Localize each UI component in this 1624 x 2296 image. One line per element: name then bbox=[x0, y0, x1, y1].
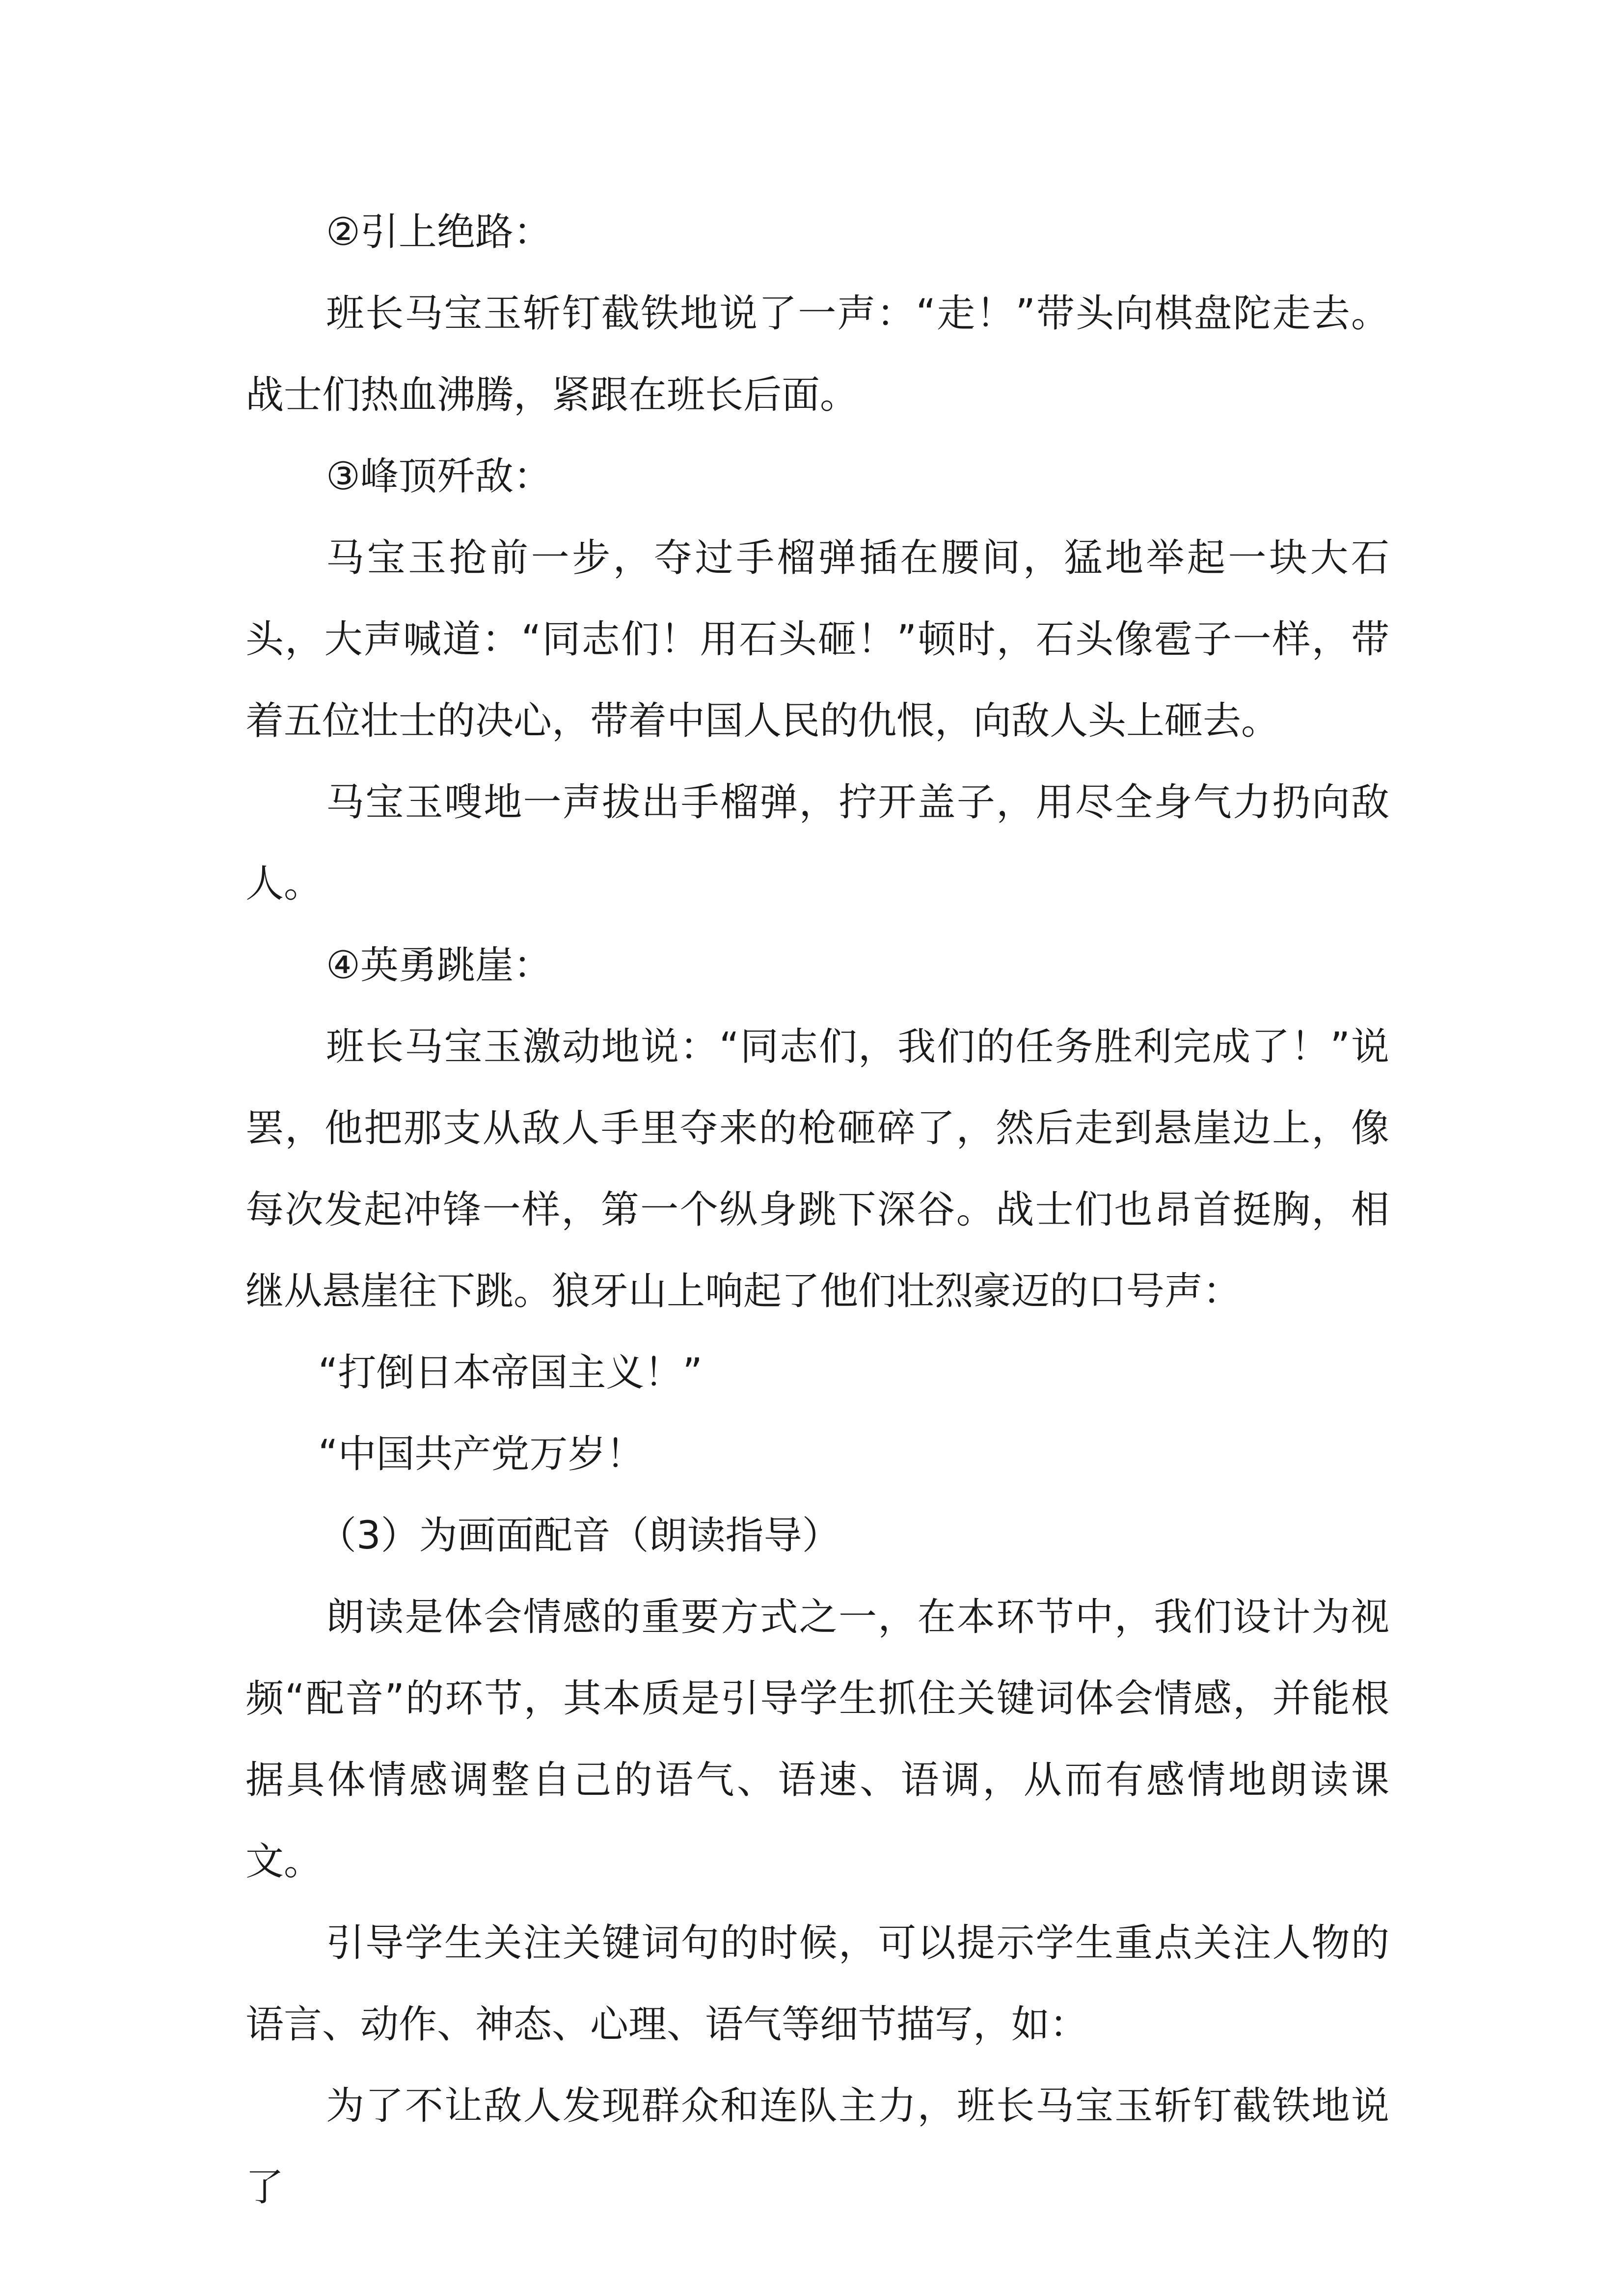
slogan-down-with-imperialism: “打倒日本帝国主义！” bbox=[318, 1351, 703, 1395]
document-body bbox=[245, 191, 1389, 2228]
paragraph-throw-grenade: 马宝玉嗖地一声拔出手榴弹，拧开盖子，用尽全身气力扔向敌人。 bbox=[245, 780, 1389, 906]
paragraph-reading-method: 朗读是体会情感的重要方式之一，在本环节中，我们设计为视频“配音”的环节，其本质是引导学生抓住关键词体会情感，并能根据具体情感调整自己的语气、语速、语调，从而有感情地朗读课文。 bbox=[245, 1595, 1389, 1884]
slogan-long-live-party: “中国共产党万岁！ bbox=[318, 1432, 645, 1476]
section-heading-heroic-jump: ④英勇跳崖： bbox=[326, 943, 552, 988]
paragraph-example-start: 为了不让敌人发现群众和连队主力，班长马宝玉斩钉截铁地说了 bbox=[245, 2084, 1389, 2210]
paragraph-lead-away: 班长马宝玉斩钉截铁地说了一声：“走！”带头向棋盘陀走去。战士们热血沸腾，紧跟在班长后面。 bbox=[245, 292, 1389, 417]
section-heading-dubbing: （3）为画面配音（朗读指导） bbox=[318, 1514, 840, 1558]
section-heading-fight-on-peak: ③峰顶歼敌： bbox=[326, 454, 552, 499]
paragraph-key-words-guidance: 引导学生关注关键词句的时候，可以提示学生重点关注人物的语言、动作、神态、心理、语气等细节描写，如： bbox=[245, 1921, 1389, 2047]
paragraph-throw-stones: 马宝玉抢前一步，夺过手榴弹插在腰间，猛地举起一块大石头，大声喊道：“同志们！用石头砸！”顿时，石头像雹子一样，带着五位壮士的决心，带着中国人民的仇恨，向敌人头上砸去。 bbox=[245, 536, 1389, 743]
section-heading-lead-to-dead-end: ②引上绝路： bbox=[326, 210, 552, 254]
paragraph-jump-cliff: 班长马宝玉激动地说：“同志们，我们的任务胜利完成了！”说罢，他把那支从敌人手里夺来的枪砸碎了，然后走到悬崖边上，像每次发起冲锋一样，第一个纵身跳下深谷。战士们也昂首挺胸，相继从悬崖往下跳。狼牙山上响起了他们壮烈豪迈的口号声： bbox=[245, 1025, 1389, 1313]
